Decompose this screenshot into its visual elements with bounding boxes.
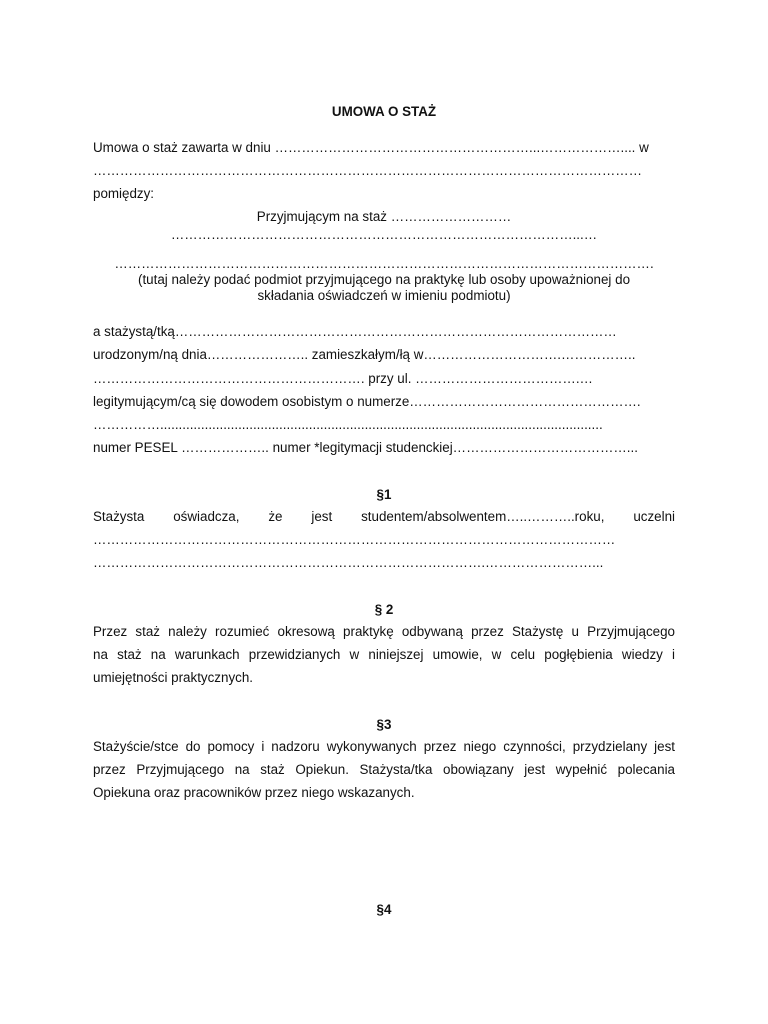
section-1-line: …………………………………………………………………………….……………………... <box>93 555 604 570</box>
intern-id-line: legitymującym/cą się dowodem osobistym o numerze……………………………………………. <box>93 394 641 409</box>
contract-date-line: Umowa o staż zawarta w dniu …………………………………………………...……………….... w <box>93 140 649 155</box>
host-dots-line-2: …………………………………………………………………………………………………………. <box>114 256 654 271</box>
section-1-line: ……………………………………………………………………………………………………… <box>93 532 616 547</box>
between-label: pomiędzy: <box>93 186 155 201</box>
host-dots-line: ………………………………………………………………………………...… <box>170 227 598 242</box>
section-1-line: Stażysta oświadcza, że jest studentem/absolwentem…..………..roku, uczelni <box>93 509 675 524</box>
section-3-line: przez Przyjmującego na staż Opiekun. Stażysta/tka obowiązany jest wypełnić polecania <box>93 762 675 777</box>
intern-id-dots-line: ……………....................................................................................................................... <box>93 417 603 432</box>
section-2-line: umiejętności praktycznych. <box>93 670 254 685</box>
section-3-line: Stażyście/stce do pomocy i nadzoru wykonywanych przez niego czynności, przydzielany jest <box>93 739 675 754</box>
section-3-heading: §3 <box>376 717 392 732</box>
document-title: UMOWA O STAŻ <box>331 104 437 119</box>
section-2-line: Przez staż należy rozumieć okresową praktykę odbywaną przez Stażystę u Przyjmującego <box>93 624 675 639</box>
section-4-heading: §4 <box>376 902 392 917</box>
section-3-line: Opiekuna oraz pracowników przez niego wskazanych. <box>93 785 415 800</box>
host-note-line-2: składania oświadczeń w imieniu podmiotu) <box>257 288 511 303</box>
intern-name-line: a stażystą/tką……………………………………………………………………………………… <box>93 324 617 339</box>
section-1-heading: §1 <box>376 487 392 502</box>
contract-place-line: …………………………………………………………………………………………………………… <box>93 163 643 178</box>
section-2-line: na staż na warunkach przewidzianych w niniejszej umowie, w celu pogłębienia wiedzy i <box>93 647 675 662</box>
host-note-line-1: (tutaj należy podać podmiot przyjmującego na praktykę lub osoby upoważnionej do <box>137 272 631 287</box>
intern-pesel-line: numer PESEL ……………….. numer *legitymacji studenckiej…………………………………... <box>93 440 638 455</box>
intern-street-line: ……………………………………………………. przy ul. ……………………………….… <box>93 371 593 386</box>
intern-birth-line: urodzonym/ną dnia………………….. zamieszkałym/łą w………………………….…………….. <box>93 347 636 362</box>
section-2-heading: § 2 <box>374 602 394 617</box>
host-line: Przyjmującym na staż ……………………… <box>256 209 512 224</box>
